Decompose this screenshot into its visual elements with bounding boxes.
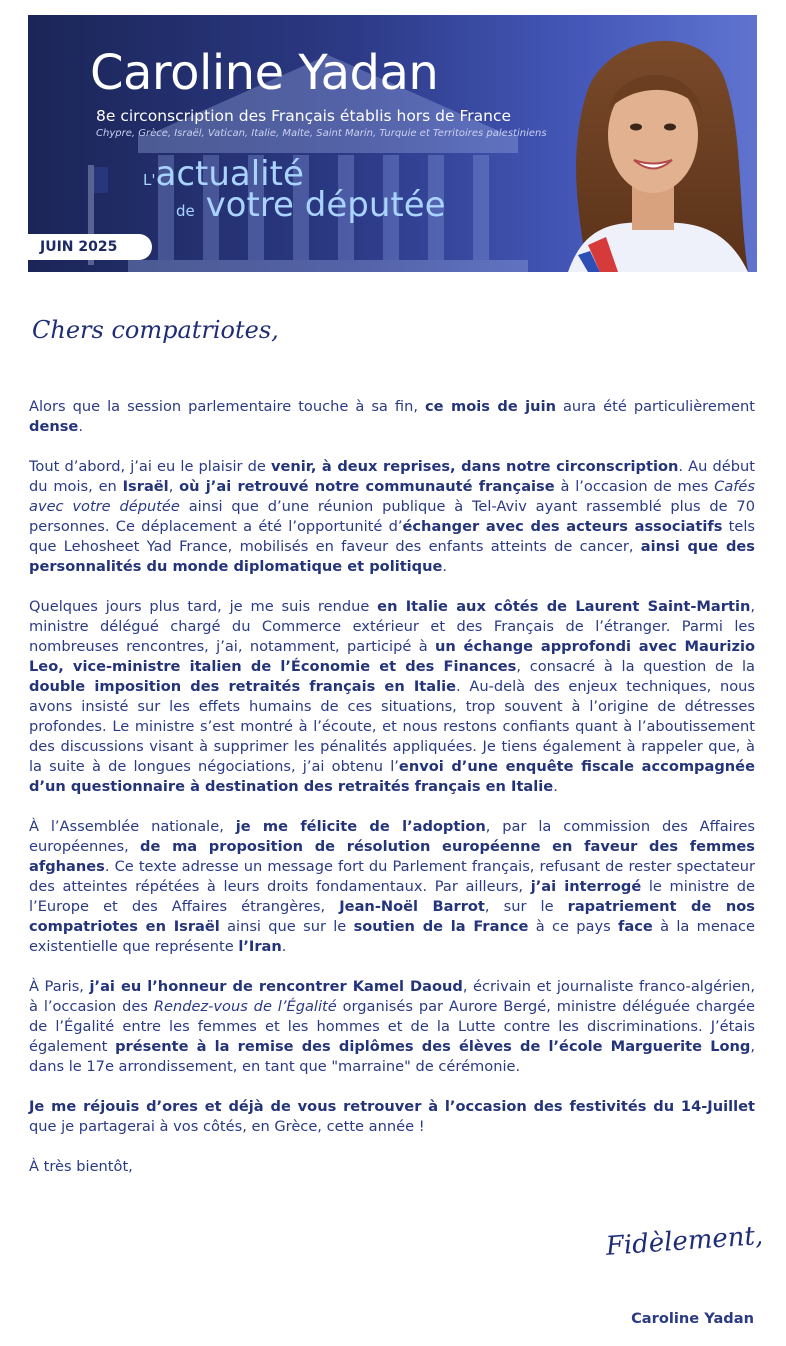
letter-body: [29, 397, 755, 1197]
banner-actu-prefix: L': [143, 171, 156, 189]
emphasis-text: un échange approfondi avec Maurizio Leo, vice-ministre italien de l’Économie et des Finances: [29, 638, 755, 675]
letter-paragraph: [29, 397, 755, 437]
signature-name: Caroline Yadan: [631, 1310, 754, 1327]
greeting-text: Chers compatriotes,: [32, 316, 279, 344]
italic-text: Cafés avec votre députée: [29, 478, 755, 515]
paragraph-text: À l’Assemblée nationale,: [29, 818, 236, 835]
paragraph-text: organisés par Aurore Bergé, ministre déléguée chargée de l’Égalité entre les femmes et les hommes et de la Lutte contre les discriminations. J’étais également: [29, 998, 756, 1055]
emphasis-text: j’ai eu l’honneur de rencontrer Kamel Daoud: [89, 978, 463, 995]
paragraph-text: , sur le: [484, 898, 568, 915]
emphasis-text: en Italie aux côtés de Laurent Saint-Martin: [377, 598, 751, 615]
paragraph-text: , par la commission des Affaires européennes,: [29, 818, 755, 855]
paragraph-text: le ministre de l’Europe et des Affaires étrangères,: [29, 878, 756, 915]
letter-paragraph: [29, 977, 755, 1077]
banner-countries: Chypre, Grèce, Israël, Vatican, Italie, Malte, Saint Marin, Turquie et Territoires palestiniens: [96, 128, 547, 139]
emphasis-text: face: [618, 918, 653, 935]
paragraph-text: , dans le 17e arrondissement, en tant que "marraine" de cérémonie.: [29, 1038, 756, 1075]
emphasis-text: de ma proposition de résolution européenne en faveur des femmes afghanes: [29, 838, 755, 875]
paragraph-text: .: [78, 418, 83, 435]
paragraph-text: à ce pays: [528, 918, 619, 935]
emphasis-text: échanger avec des acteurs associatifs: [402, 518, 723, 535]
emphasis-text: envoi d’une enquête fiscale accompagnée d’un questionnaire à destination des retraités français en Italie: [29, 758, 755, 795]
letter-paragraph: [29, 817, 755, 957]
emphasis-text: venir, à deux reprises, dans notre circonscription: [270, 458, 679, 475]
emphasis-text: Israël: [122, 478, 169, 495]
paragraph-text: , ministre délégué chargé du Commerce extérieur et des Français de l’étranger. Parmi les nombreuses rencontres, j’ai, notamment, participé à: [29, 598, 755, 655]
handwritten-greeting: [28, 300, 288, 360]
banner-circonscription: 8e circonscription des Français établis hors de France: [96, 107, 512, 125]
paragraph-text: .: [281, 938, 287, 955]
newsletter-banner: [28, 15, 757, 272]
paragraph-text: ainsi que d’une réunion publique à Tel-Aviv ayant rassemblé plus de 70 personnes. Ce déplacement a été l’opportunité d’: [29, 498, 755, 535]
emphasis-text: l’Iran: [238, 938, 282, 955]
paragraph-text: aura été particulièrement: [555, 398, 755, 415]
paragraph-text: .: [442, 558, 448, 575]
paragraph-text: . Ce texte adresse un message fort du Parlement français, refusant de rester spectateur des atteintes répétées à leurs droits fondamentaux. Par ailleurs,: [29, 858, 755, 895]
paragraph-text: à la menace existentielle que représente: [29, 918, 756, 955]
emphasis-text: dense: [29, 418, 79, 435]
paragraph-text: Tout d’abord, j’ai eu le plaisir de: [29, 458, 271, 475]
signature-script: Fidèlement,: [604, 1220, 761, 1262]
paragraph-text: .: [553, 778, 558, 795]
emphasis-text: où j’ai retrouvé notre communauté française: [179, 478, 555, 495]
banner-deputee: [176, 185, 446, 228]
letter-paragraph: [29, 1097, 755, 1137]
letter-paragraph: [29, 1157, 755, 1177]
paragraph-text: Alors que la session parlementaire touche à sa fin,: [29, 398, 425, 415]
paragraph-text: . Au-delà des enjeux techniques, nous avons insisté sur les effets humains de ces situations, trop souvent à l’origine de détresses profondes. Le ministre s’est montré à l’écoute, et nous restons confiants quant à l’aboutissement des discussions visant à supprimer les pénalités appliquées. Je tiens également à rappeler que, à la suite à de longues négociations, j’ai obtenu l’: [29, 678, 756, 775]
banner-actu-word: actualité: [155, 154, 304, 194]
banner-name: Caroline Yadan: [90, 45, 439, 101]
emphasis-text: Jean-Noël Barrot: [339, 898, 485, 915]
paragraph-text: À Paris,: [29, 978, 90, 995]
paragraph-text: À très bientôt,: [29, 1158, 133, 1175]
issue-date-badge: JUIN 2025: [28, 234, 152, 260]
emphasis-text: Je me réjouis d’ores et déjà de vous retrouver à l’occasion des festivités du 14-Juillet: [29, 1098, 755, 1115]
paragraph-text: ,: [168, 478, 180, 495]
emphasis-text: soutien de la France: [353, 918, 529, 935]
emphasis-text: j’ai interrogé: [530, 878, 642, 895]
paragraph-text: ainsi que sur le: [219, 918, 354, 935]
emphasis-text: double imposition des retraités français en Italie: [29, 678, 457, 695]
emphasis-text: rapatriement de nos compatriotes en Israël: [29, 898, 755, 935]
paragraph-text: que je partagerai à vos côtés, en Grèce, cette année !: [29, 1118, 425, 1135]
banner-depute-prefix: de: [176, 202, 195, 220]
paragraph-text: Quelques jours plus tard, je me suis rendue: [29, 598, 378, 615]
emphasis-text: ce mois de juin: [425, 398, 556, 415]
emphasis-text: ainsi que des personnalités du monde diplomatique et politique: [29, 538, 755, 575]
paragraph-text: tels que Lehosheet Yad France, mobilisés en faveur des enfants atteints de cancer,: [29, 518, 756, 555]
paragraph-text: . Au début du mois, en: [29, 458, 755, 495]
letter-paragraph: [29, 457, 755, 577]
paragraph-text: à l’occasion de mes: [554, 478, 715, 495]
paragraph-text: , écrivain et journaliste franco-algérien, à l’occasion des: [29, 978, 755, 1015]
banner-depute-word: votre députée: [205, 185, 446, 225]
letter-paragraph: [29, 597, 755, 797]
italic-text: Rendez-vous de l’Égalité: [153, 998, 337, 1015]
emphasis-text: présente à la remise des diplômes des élèves de l’école Marguerite Long: [115, 1038, 751, 1055]
handwritten-signature: [596, 1206, 761, 1284]
emphasis-text: je me félicite de l’adoption: [235, 818, 486, 835]
portrait-image: [548, 15, 757, 272]
paragraph-text: , consacré à la question de la: [516, 658, 755, 675]
